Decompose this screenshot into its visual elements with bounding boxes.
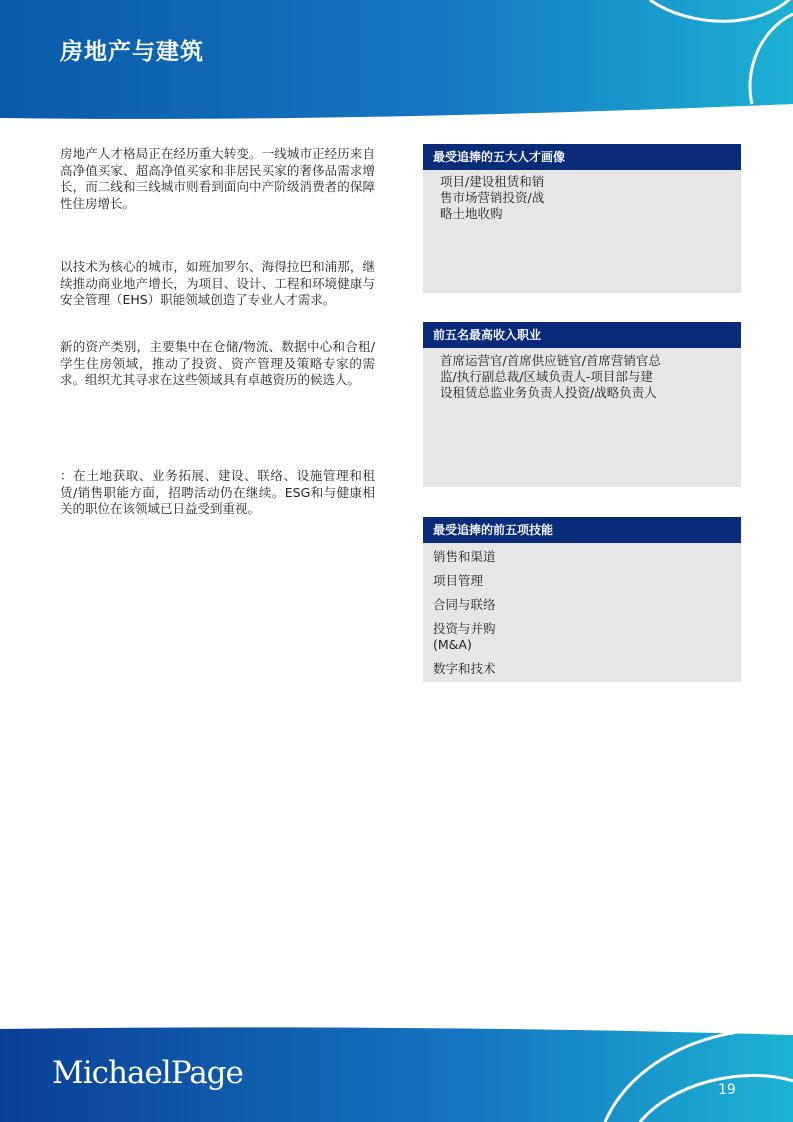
panel-top-talent	[423, 144, 741, 293]
skill-item: 销售和渠道	[433, 549, 496, 564]
skill-item: 合同与联络	[433, 597, 496, 612]
michael-page-logo: MichaelPage	[52, 1055, 243, 1091]
panel-title: 最受追捧的前五项技能	[423, 517, 741, 543]
skill-item: 项目管理	[433, 573, 484, 588]
skill-item: 投资与并购 (M&A)	[433, 621, 496, 652]
panel-line: 售市场营销投资/战	[440, 190, 545, 205]
paragraph-new-assets: 新的资产类别，主要集中在仓储/物流、数据中心和合租/学生住房领域，推动了投资、资产管理及策略专家的需求。组织尤其寻求在这些领域具有卓越资历的候选人。	[60, 339, 375, 387]
panel-line: 略土地收购	[440, 206, 503, 221]
skills-list	[423, 543, 741, 677]
panel-line: 监/执行副总裁/区域负责人-项目部与建	[440, 369, 653, 384]
paragraph-market-shift: 房地产人才格局正在经历重大转变。一线城市正经历来自高净值买家、超高净值买家和非居民买家的奢侈品需求增长，而二线和三线城市则看到面向中产阶级消费者的保障性住房增长。	[60, 146, 375, 211]
panel-title: 最受追捧的五大人才画像	[423, 144, 741, 170]
panel-content	[423, 170, 741, 222]
skill-item: 数字和技术	[433, 661, 496, 676]
panel-top-income	[423, 322, 741, 487]
panel-top-skills	[423, 517, 741, 682]
panel-line: 首席运营官/首席供应链官/首席营销官总	[440, 353, 661, 368]
panel-line: 设租赁总监业务负责人投资/战略负责人	[440, 385, 657, 400]
paragraph-tech-cities: 以技术为核心的城市，如班加罗尔、海得拉巴和浦那，继续推动商业地产增长，为项目、设计、工程和环境健康与安全管理（EHS）职能领域创造了专业人才需求。	[60, 259, 375, 307]
paragraph-hiring: ：在土地获取、业务拓展、建设、联络、设施管理和租赁/销售职能方面，招聘活动仍在继续。ESG和与健康相关的职位在该领域已日益受到重视。	[60, 468, 375, 516]
page-number: 19	[718, 1082, 736, 1098]
page-title: 房地产与建筑	[60, 39, 204, 65]
panel-line: 项目/建设租赁和销	[440, 174, 545, 189]
panel-content	[423, 348, 741, 401]
panel-title: 前五名最高收入职业	[423, 322, 741, 348]
